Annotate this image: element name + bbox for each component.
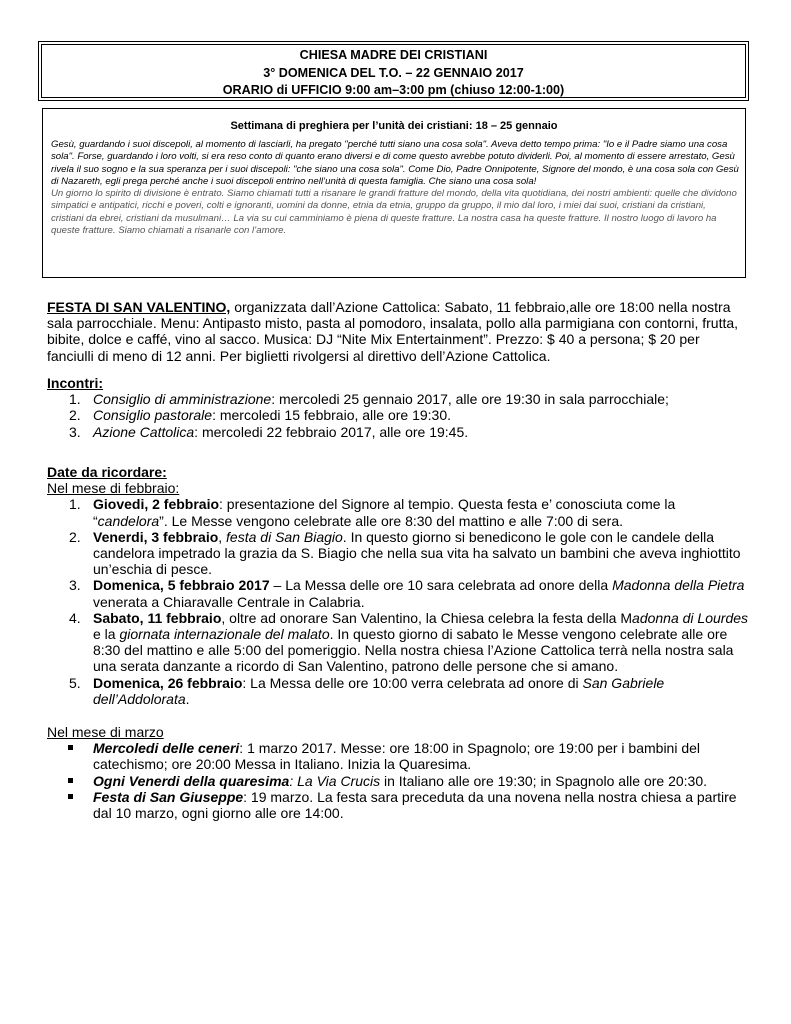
event-italic: festa di San Biagio bbox=[226, 528, 343, 545]
date-section bbox=[47, 464, 749, 821]
prayer-paragraph-1: Gesù, guardando i suoi discepoli, al momento di lasciarli, ha pregato "perché tutti siano una cosa sola". Aveva detto tempo prima: "Io e il Padre siamo una cosa sola". Forse, guardando i loro volti, si era reso conto di quanto erano diversi e di come questo avrebbe potuto dividerli. Poi, al momento di essere arrestato, Gesù rivela il suo sogno e la sua speranza per i suoi discepoli: "che siano una cosa sola". Come Dio, Padre Onnipotente, Signore del mondo, è una cosa sola con Gesù di Nazareth, egli prega perché anche i suoi discepoli entrino nell’unità di questa famiglia. Che siano una cosa sola! bbox=[51, 139, 739, 187]
list-item bbox=[47, 407, 749, 423]
event-text: : presentazione del Signore al tempio. Questa festa e’ conosciuta come la “ bbox=[93, 496, 676, 529]
square-bullet-icon bbox=[68, 778, 73, 783]
event-italic: Madonna della Pietra bbox=[612, 577, 745, 594]
incontri-section bbox=[47, 375, 749, 440]
item-number: 5. bbox=[69, 674, 81, 691]
church-name: CHIESA MADRE DEI CRISTIANI bbox=[299, 48, 488, 62]
event-title: Festa di San Giuseppe bbox=[93, 788, 244, 805]
meeting-details: : mercoledi 25 gennaio 2017, alle ore 19:30 in sala parrocchiale; bbox=[271, 391, 669, 408]
event-italic: giornata internazionale del malato bbox=[119, 626, 330, 643]
meeting-name: Consiglio di amministrazione bbox=[93, 391, 272, 408]
meeting-details: : mercoledi 15 febbraio, alle ore 19:30. bbox=[212, 407, 452, 424]
sunday-date: 3° DOMENICA DEL T.O. – 22 GENNAIO 2017 bbox=[263, 65, 524, 80]
event-date: Venerdi, 3 febbraio bbox=[93, 528, 219, 545]
item-number: 2. bbox=[69, 528, 81, 545]
event-italic: San Gabriele dell’Addolorata bbox=[93, 674, 665, 707]
march-label: Nel mese di marzo bbox=[47, 724, 164, 741]
event-text: in Italiano alle ore 19:30; in Spagnolo alle ore 20:30. bbox=[380, 772, 708, 789]
item-number: 3. bbox=[69, 577, 81, 594]
square-bullet-icon bbox=[68, 745, 73, 750]
event-text: : La Messa delle ore 10:00 verra celebrata ad onore di bbox=[242, 674, 583, 691]
item-number: 3. bbox=[69, 423, 81, 440]
event-date: Domenica, 5 febbraio 2017 bbox=[93, 577, 270, 594]
february-list bbox=[47, 496, 749, 707]
february-label: Nel mese di febbraio: bbox=[47, 480, 180, 497]
event-italic: adonna di Lourdes bbox=[632, 609, 749, 626]
festa-text: organizzata dall’Azione Cattolica: Sabato, 11 febbraio,alle ore 18:00 nella nostra sala parrocchiale. Menu: Antipasto misto, pasta al pomodoro, insalata, pollo alla parmigiana con contorni, frutta, bibite, dolce e caffé, vino al sacco. Musica: DJ “Nite Mix Entertainment”. Prezzo: $ 40 a persona; $ 20 per fanciulli di meno di 12 anni. Per biglietti rivolgersi al direttivo dell’Azione Cattolica. bbox=[47, 299, 739, 364]
event-text: e la bbox=[93, 626, 120, 643]
event-date: Domenica, 26 febbraio bbox=[93, 674, 243, 691]
event-date: Giovedi, 2 febbraio bbox=[93, 496, 220, 513]
event-text: ”. Le Messe vengono celebrate alle ore 8:30 del mattino e alle 7:00 di sera. bbox=[159, 512, 624, 529]
event-text: : 1 marzo 2017. Messe: ore 18:00 in Spagnolo; ore 19:00 per i bambini del catechismo; ore 20:00 Messa in Italiano. Inizia la Quaresima. bbox=[93, 740, 701, 773]
item-number: 1. bbox=[69, 391, 81, 408]
festa-title: FESTA DI SAN VALENTINO, bbox=[47, 299, 231, 315]
list-item bbox=[47, 529, 749, 578]
list-item bbox=[47, 577, 749, 609]
incontri-heading: Incontri: bbox=[47, 375, 103, 391]
event-text: . bbox=[185, 690, 190, 707]
event-text: , bbox=[218, 528, 227, 545]
prayer-week-title: Settimana di preghiera per l’unità dei cristiani: 18 – 25 gennaio bbox=[230, 120, 558, 132]
event-text: , oltre ad onorare San Valentino, la Chiesa celebra la festa della M bbox=[221, 609, 633, 626]
list-item bbox=[47, 773, 749, 789]
prayer-week-text bbox=[51, 139, 739, 237]
list-item bbox=[47, 496, 749, 528]
list-item bbox=[47, 424, 749, 440]
prayer-paragraph-2: Un giorno lo spirito di divisione è entrato. Siamo chiamati tutti a risanare le grandi fratture del mondo, della vita quotidiana, dei nostri ambienti: quelle che dividono simpatici e antipatici, ricchi e poveri, colti e ignoranti, uomini da donne, etnia da etnia, gruppo da gruppo, il mio dal loro, i miei dai suoi, cristiani da cristiani, cristiani da ebrei, cristiani da musulmani… La via su cui camminiamo è piena di queste fratture. La nostra casa ha queste fratture. Il nostro luogo di lavoro ha queste fratture. Siamo chiamati a risanarle con l’amore. bbox=[51, 188, 737, 237]
square-bullet-icon bbox=[68, 794, 73, 799]
header-box bbox=[38, 41, 749, 101]
prayer-week-box bbox=[42, 108, 746, 278]
meeting-name: Azione Cattolica bbox=[93, 423, 195, 440]
festa-san-valentino bbox=[47, 299, 749, 364]
item-number: 4. bbox=[69, 609, 81, 626]
date-heading: Date da ricordare: bbox=[47, 464, 167, 480]
event-italic: : La Via Crucis bbox=[289, 772, 381, 789]
list-item bbox=[47, 391, 749, 407]
item-number: 1. bbox=[69, 496, 81, 513]
list-item bbox=[47, 789, 749, 821]
event-text: : 19 marzo. La festa sara preceduta da una novena nella nostra chiesa a partire dal 10 marzo, ogni giorno alle ore 14:00. bbox=[93, 788, 737, 822]
incontri-list bbox=[47, 391, 749, 440]
meeting-details: : mercoledi 22 febbraio 2017, alle ore 19:45. bbox=[194, 423, 469, 440]
event-date: Sabato, 11 febbraio bbox=[93, 609, 222, 626]
event-title: Ogni Venerdi della quaresima bbox=[93, 772, 290, 789]
list-item bbox=[47, 675, 749, 707]
event-italic: candelora bbox=[97, 512, 160, 529]
event-text: – La Messa delle ore 10 sara celebrata ad onore della bbox=[269, 577, 613, 594]
event-text: venerata a Chiaravalle Centrale in Calabria. bbox=[93, 593, 365, 610]
item-number: 2. bbox=[69, 407, 81, 424]
event-title: Mercoledi delle ceneri bbox=[93, 740, 240, 757]
march-list bbox=[47, 740, 749, 821]
list-item bbox=[47, 610, 749, 675]
meeting-name: Consiglio pastorale bbox=[93, 407, 213, 424]
event-text: . In questo giorno si benedicono le gole con le candele della candelora impetrado la grazia da S. Biagio che nella sua vita ha salvato un bambini che aveva inghiottito un’eschia di pesce. bbox=[93, 528, 741, 578]
office-hours: ORARIO di UFFICIO 9:00 am–3:00 pm (chiuso 12:00-1:00) bbox=[222, 83, 565, 97]
event-text: . In questo giorno di sabato le Messe vengono celebrate alle ore 8:30 del mattino e alle 5:00 del pomeriggio. Nella nostra chiesa l’Azione Cattolica terrà nella nostra sala una serata danzante a ricordo di San Valentino, patrono delle persone che si amano. bbox=[93, 626, 734, 675]
list-item bbox=[47, 740, 749, 772]
